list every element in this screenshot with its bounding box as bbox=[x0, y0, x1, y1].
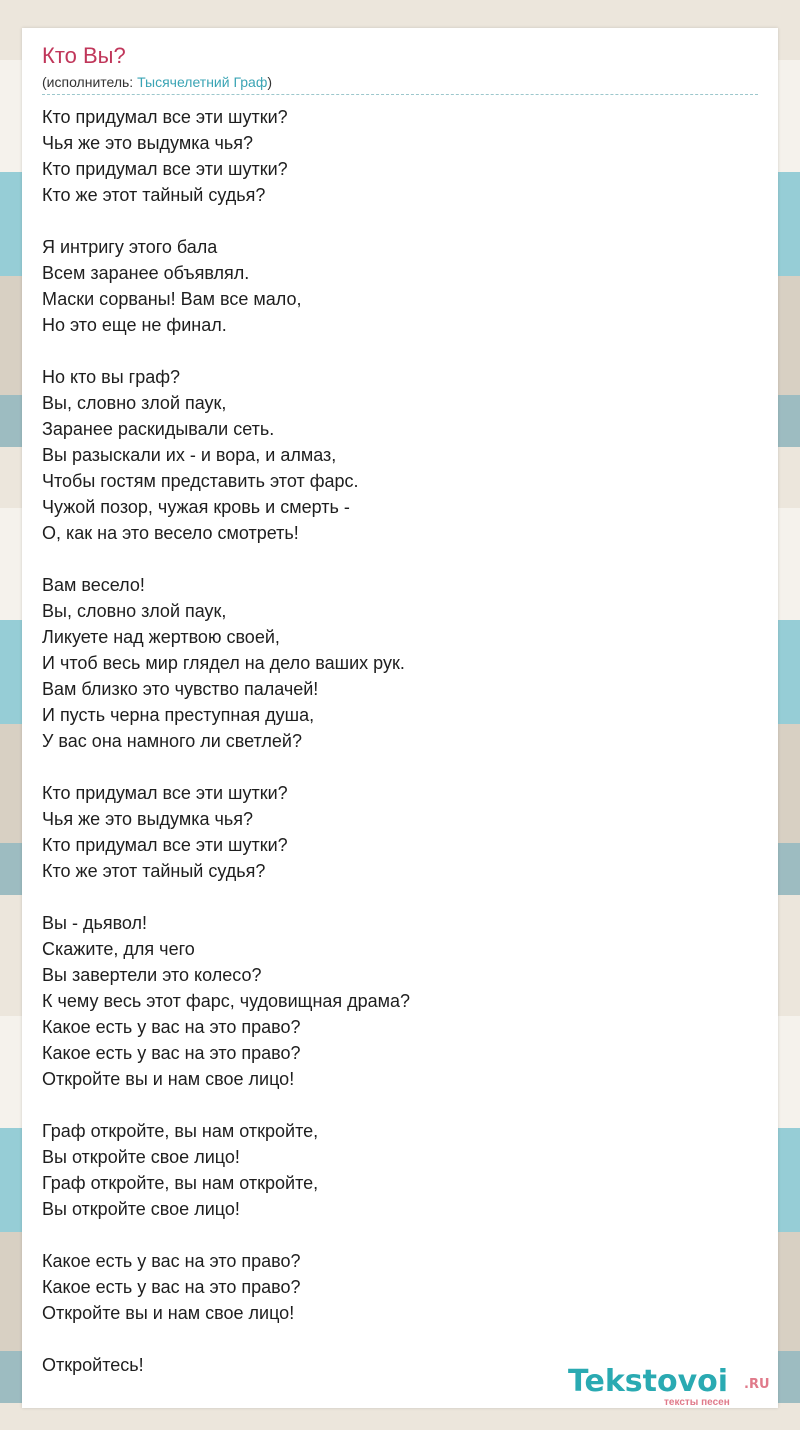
lyric-line: Откройте вы и нам свое лицо! bbox=[42, 1069, 295, 1089]
lyric-line: Но кто вы граф? bbox=[42, 367, 181, 387]
performer-line bbox=[42, 73, 758, 95]
lyric-line: Вы, словно злой паук, bbox=[42, 601, 227, 621]
artist-link[interactable]: Тысячелетний Граф bbox=[137, 74, 268, 90]
lyric-line: Но это еще не финал. bbox=[42, 315, 227, 335]
lyrics-card bbox=[22, 28, 778, 1408]
lyric-line: Чья же это выдумка чья? bbox=[42, 809, 253, 829]
stanza-break bbox=[42, 546, 758, 572]
lyric-line: Чужой позор, чужая кровь и смерть - bbox=[42, 497, 350, 517]
lyric-line: Ликуете над жертвою своей, bbox=[42, 627, 280, 647]
lyric-line: Откройтесь! bbox=[42, 1355, 144, 1375]
lyric-line: Вы разыскали их - и вора, и алмаз, bbox=[42, 445, 337, 465]
lyric-line: Всем заранее объявлял. bbox=[42, 263, 250, 283]
lyric-line: К чему весь этот фарс, чудовищная драма? bbox=[42, 991, 411, 1011]
logo-tagline: тексты песен bbox=[664, 1397, 730, 1408]
stanza-break bbox=[42, 1222, 758, 1248]
lyric-line: Какое есть у вас на это право? bbox=[42, 1251, 301, 1271]
lyric-line: Какое есть у вас на это право? bbox=[42, 1043, 301, 1063]
lyric-line: У вас она намного ли светлей? bbox=[42, 731, 302, 751]
lyric-line: Вы откройте свое лицо! bbox=[42, 1199, 240, 1219]
site-logo[interactable] bbox=[568, 1364, 778, 1408]
lyric-line: Вы завертели это колесо? bbox=[42, 965, 262, 985]
logo-wordmark: Tekstovoi bbox=[568, 1364, 729, 1399]
lyrics-text bbox=[42, 104, 758, 1378]
lyric-line: Скажите, для чего bbox=[42, 939, 195, 959]
lyric-line: Граф откройте, вы нам откройте, bbox=[42, 1121, 319, 1141]
lyric-line: Чья же это выдумка чья? bbox=[42, 133, 253, 153]
lyric-line: Кто придумал все эти шутки? bbox=[42, 159, 288, 179]
logo-domain: .RU bbox=[744, 1377, 770, 1392]
lyric-line: Граф откройте, вы нам откройте, bbox=[42, 1173, 319, 1193]
lyric-line: О, как на это весело смотреть! bbox=[42, 523, 299, 543]
lyric-line: Маски сорваны! Вам все мало, bbox=[42, 289, 302, 309]
lyric-line: И чтоб весь мир глядел на дело ваших рук. bbox=[42, 653, 405, 673]
song-title: Кто Вы? bbox=[42, 43, 126, 68]
lyric-line: Вам весело! bbox=[42, 575, 145, 595]
lyric-line: Вы, словно злой паук, bbox=[42, 393, 227, 413]
lyric-line: Кто же этот тайный судья? bbox=[42, 185, 266, 205]
lyric-line: И пусть черна преступная душа, bbox=[42, 705, 315, 725]
stanza-break bbox=[42, 884, 758, 910]
lyric-line: Кто придумал все эти шутки? bbox=[42, 835, 288, 855]
stanza-break bbox=[42, 338, 758, 364]
stanza-break bbox=[42, 1326, 758, 1352]
performer-suffix: ) bbox=[267, 74, 273, 90]
lyric-line: Кто же этот тайный судья? bbox=[42, 861, 266, 881]
stanza-break bbox=[42, 754, 758, 780]
lyric-line: Кто придумал все эти шутки? bbox=[42, 783, 288, 803]
lyric-line: Вам близко это чувство палачей! bbox=[42, 679, 319, 699]
stanza-break bbox=[42, 208, 758, 234]
lyric-line: Кто придумал все эти шутки? bbox=[42, 107, 288, 127]
lyric-line: Какое есть у вас на это право? bbox=[42, 1017, 301, 1037]
lyric-line: Чтобы гостям представить этот фарс. bbox=[42, 471, 359, 491]
performer-prefix: (исполнитель: bbox=[42, 74, 138, 90]
lyric-line: Откройте вы и нам свое лицо! bbox=[42, 1303, 295, 1323]
lyric-line: Заранее раскидывали сеть. bbox=[42, 419, 275, 439]
lyric-line: Какое есть у вас на это право? bbox=[42, 1277, 301, 1297]
stanza-break bbox=[42, 1092, 758, 1118]
lyric-line: Вы - дьявол! bbox=[42, 913, 148, 933]
lyric-line: Вы откройте свое лицо! bbox=[42, 1147, 240, 1167]
lyric-line: Я интригу этого бала bbox=[42, 237, 218, 257]
